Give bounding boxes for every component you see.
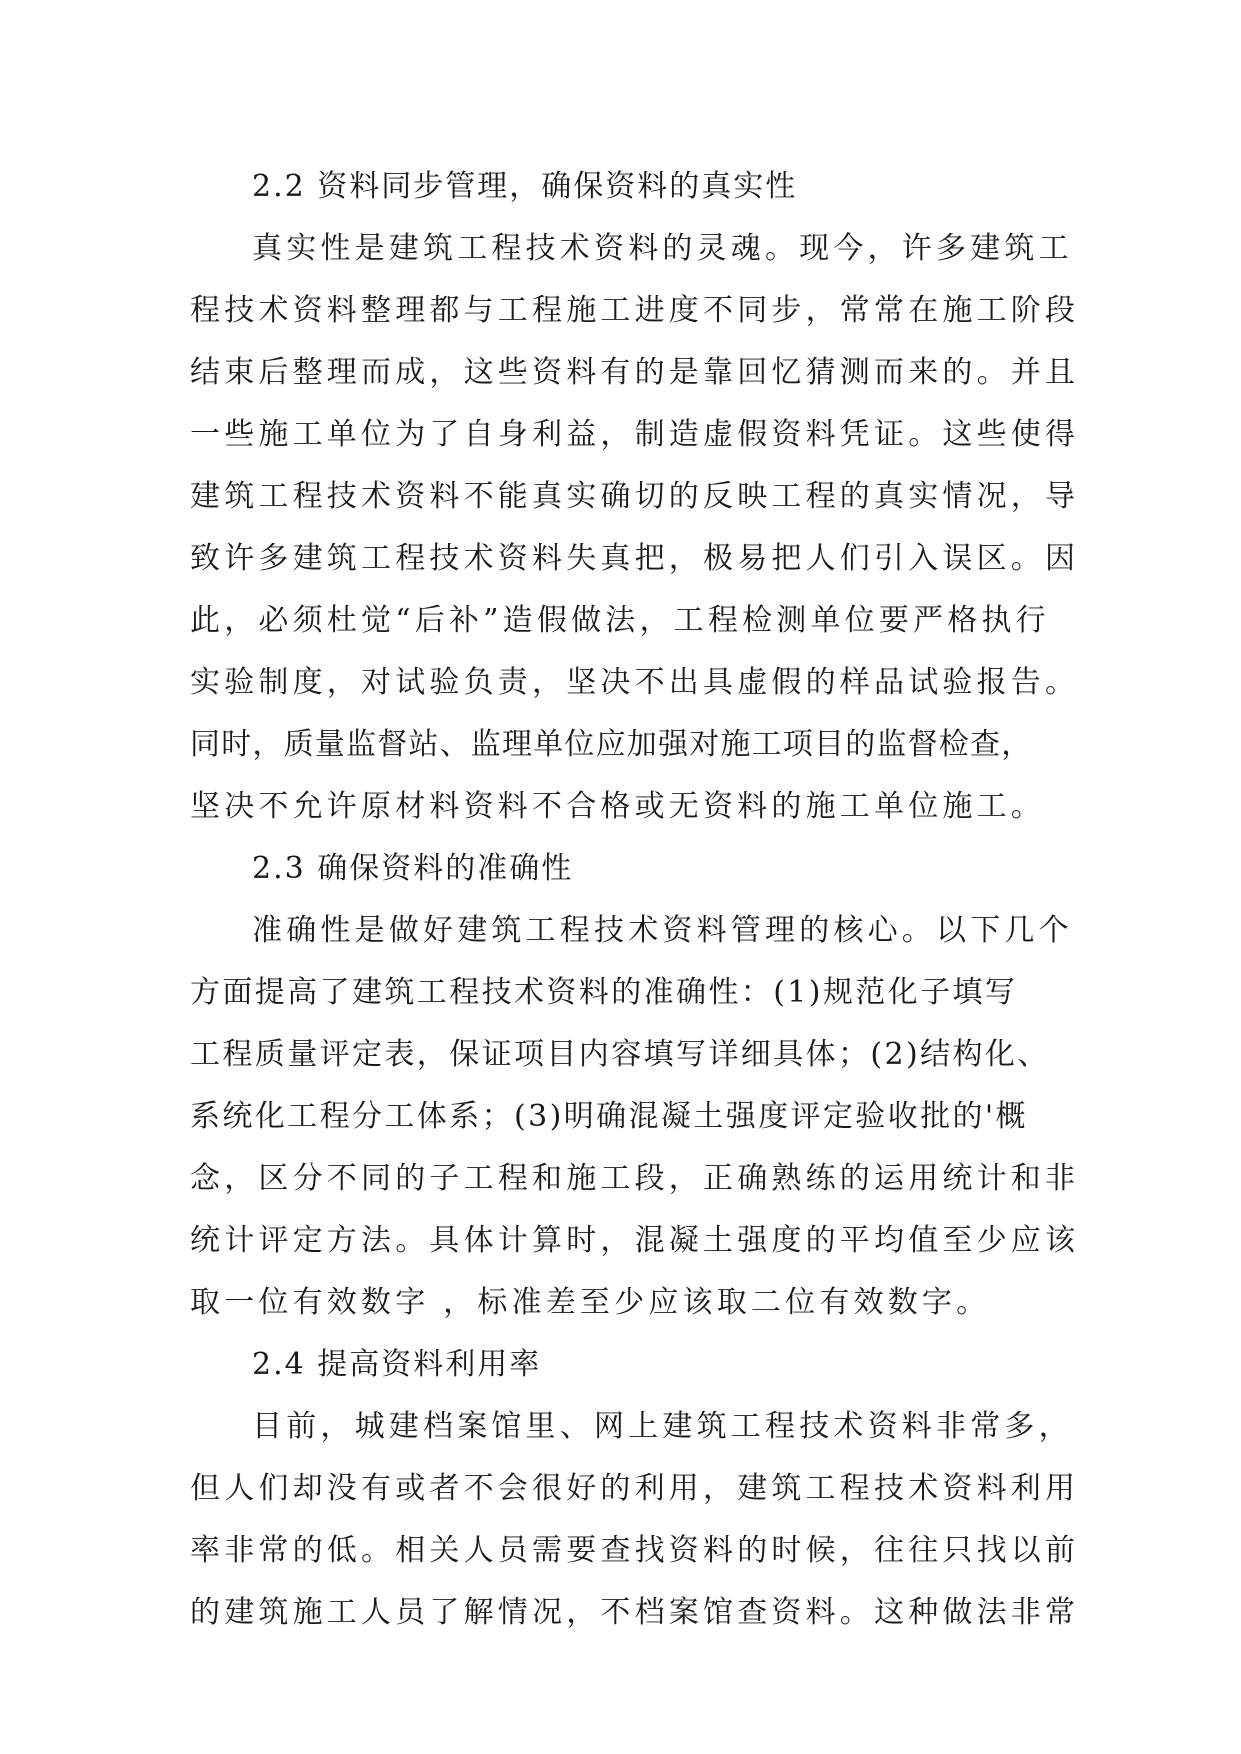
- section-heading: 2.4 提高资料利用率: [252, 1347, 542, 1382]
- document-body: [190, 156, 1080, 1644]
- paragraph-line: 程技术资料整理都与工程施工进度不同步，常常在施工阶段: [190, 293, 1080, 328]
- paragraph-line: 工程质量评定表，保证项目内容填写详细具体；(2)结构化、: [190, 1037, 1050, 1072]
- paragraph-line: 真实性是建筑工程技术资料的灵魂。现今，许多建筑工: [252, 231, 1073, 266]
- paragraph-line: 系统化工程分工体系；(3)明确混凝土强度评定验收批的'概: [190, 1099, 1028, 1134]
- paragraph-line: 致许多建筑工程技术资料失真把，极易把人们引入误区。因: [190, 541, 1080, 576]
- paragraph-line: 目前，城建档案馆里、网上建筑工程技术资料非常多，: [252, 1409, 1073, 1444]
- paragraph-line: 坚决不允许原材料资料不合格或无资料的施工单位施工。: [190, 789, 1045, 824]
- paragraph-line: 的建筑施工人员了解情况，不档案馆查资料。这种做法非常: [190, 1595, 1080, 1630]
- paragraph-line: 念，区分不同的子工程和施工段，正确熟练的运用统计和非: [190, 1161, 1080, 1196]
- paragraph-line: 一些施工单位为了自身利益，制造虚假资料凭证。这些使得: [190, 417, 1080, 452]
- section-heading: 2.2 资料同步管理，确保资料的真实性: [252, 169, 798, 204]
- paragraph-line: 取一位有效数字 ，标准差至少应该取二位有效数字。: [190, 1285, 991, 1320]
- paragraph-line: 建筑工程技术资料不能真实确切的反映工程的真实情况，导: [190, 479, 1080, 514]
- paragraph-line: 结束后整理而成，这些资料有的是靠回忆猜测而来的。并且: [190, 355, 1080, 390]
- paragraph-line: 同时，质量监督站、监理单位应加强对施工项目的监督检查，: [190, 727, 1033, 762]
- paragraph-line: 统计评定方法。具体计算时，混凝土强度的平均值至少应该: [190, 1223, 1080, 1258]
- section-heading: 2.3 确保资料的准确性: [252, 851, 574, 886]
- paragraph-line: 实验制度，对试验负责，坚决不出具虚假的样品试验报告。: [190, 665, 1080, 700]
- paragraph-line: 率非常的低。相关人员需要查找资料的时候，往往只找以前: [190, 1533, 1080, 1568]
- paragraph-line: 准确性是做好建筑工程技术资料管理的核心。以下几个: [252, 913, 1073, 948]
- paragraph-line: 此，必须杜觉“后补”造假做法，工程检测单位要严格执行: [190, 603, 1050, 638]
- paragraph-line: 但人们却没有或者不会很好的利用，建筑工程技术资料利用: [190, 1471, 1080, 1506]
- paragraph-line: 方面提高了建筑工程技术资料的准确性：(1)规范化子填写: [190, 975, 1018, 1010]
